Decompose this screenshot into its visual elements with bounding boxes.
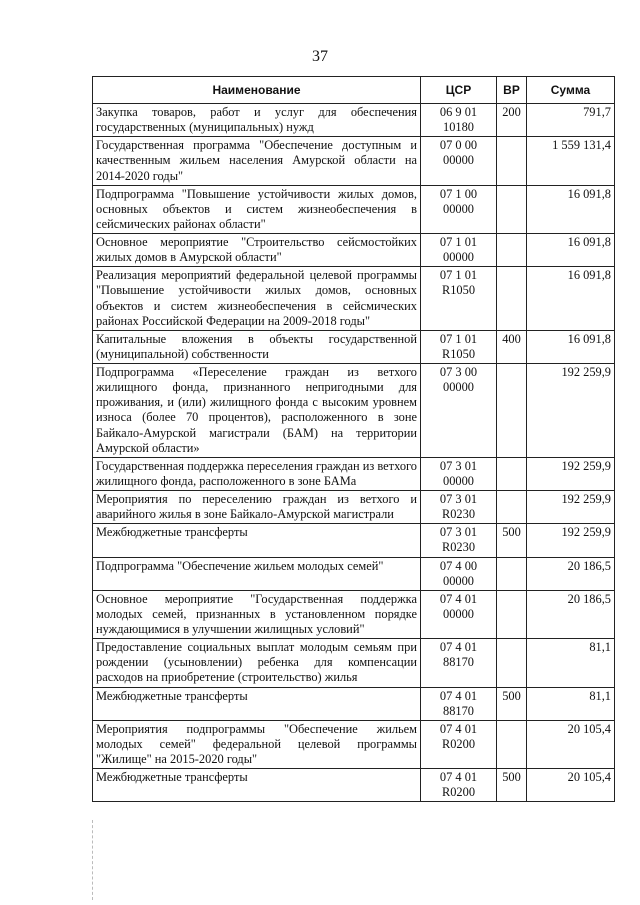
row-sum: 20 105,4 [527, 720, 615, 768]
row-sum: 1 559 131,4 [527, 137, 615, 185]
row-sum: 16 091,8 [527, 330, 615, 363]
row-sum: 192 259,9 [527, 364, 615, 458]
row-name: Мероприятия подпрограммы "Обеспечение жильем молодых семей" федеральной целевой программы "Жилище" на 2015-2020 годы" [93, 720, 421, 768]
margin-mark [92, 820, 94, 900]
row-csr-direction: 00000 [443, 473, 474, 488]
row-csr [421, 267, 497, 331]
row-name: Подпрограмма "Повышение устойчивости жилых домов, основных объектов и систем жизнеобеспечения в сейсмических районах области" [93, 185, 421, 233]
row-sum: 192 259,9 [527, 457, 615, 490]
row-vr [497, 491, 527, 524]
row-csr-program: 07 3 01 [439, 525, 478, 540]
row-csr [421, 720, 497, 768]
row-csr [421, 234, 497, 267]
row-csr-program: 07 4 01 [439, 721, 478, 736]
row-name: Мероприятия по переселению граждан из ветхого и аварийного жилья в зоне Байкало-Амурской магистрали [93, 491, 421, 524]
row-sum: 192 259,9 [527, 491, 615, 524]
row-csr-direction: 10180 [443, 120, 474, 135]
row-sum: 192 259,9 [527, 524, 615, 557]
row-vr [497, 590, 527, 638]
row-csr [421, 457, 497, 490]
row-sum: 20 105,4 [527, 769, 615, 802]
row-csr [421, 687, 497, 720]
row-csr [421, 491, 497, 524]
row-vr [497, 234, 527, 267]
row-csr-direction: 00000 [443, 380, 474, 395]
table-row [93, 185, 615, 233]
row-vr [497, 557, 527, 590]
row-csr [421, 137, 497, 185]
table-row [93, 687, 615, 720]
row-csr-program: 07 4 01 [439, 688, 478, 703]
row-name: Межбюджетные трансферты [93, 524, 421, 557]
row-name: Закупка товаров, работ и услуг для обеспечения государственных (муниципальных) нужд [93, 104, 421, 137]
row-sum: 16 091,8 [527, 185, 615, 233]
row-name: Государственная поддержка переселения граждан из ветхого жилищного фонда, расположенного в зоне БАМа [93, 457, 421, 490]
row-sum: 81,1 [527, 687, 615, 720]
row-name: Основное мероприятие "Строительство сейсмостойких жилых домов в Амурской области" [93, 234, 421, 267]
row-name: Подпрограмма "Обеспечение жильем молодых семей" [93, 557, 421, 590]
row-vr: 200 [497, 104, 527, 137]
row-csr-program: 07 3 01 [439, 458, 478, 473]
row-csr [421, 590, 497, 638]
table-row [93, 267, 615, 331]
row-name: Основное мероприятие "Государственная поддержка молодых семей, признанных в установленном порядке нуждающимися в улучшении жилищных условий" [93, 590, 421, 638]
row-csr-direction: R0200 [441, 785, 476, 800]
row-csr-program: 07 1 00 [439, 186, 478, 201]
table-row [93, 557, 615, 590]
row-vr: 500 [497, 769, 527, 802]
row-csr-program: 07 4 00 [439, 558, 478, 573]
table-row [93, 234, 615, 267]
row-csr [421, 185, 497, 233]
row-csr [421, 557, 497, 590]
row-sum: 791,7 [527, 104, 615, 137]
row-name: Межбюджетные трансферты [93, 769, 421, 802]
row-vr [497, 364, 527, 458]
row-sum: 16 091,8 [527, 267, 615, 331]
row-vr: 500 [497, 524, 527, 557]
row-csr-program: 07 4 01 [439, 640, 478, 655]
row-vr [497, 185, 527, 233]
row-csr [421, 769, 497, 802]
row-csr-direction: R0230 [441, 540, 476, 555]
row-csr-direction: R0230 [441, 507, 476, 522]
row-vr [497, 137, 527, 185]
row-vr [497, 720, 527, 768]
row-csr-program: 07 1 01 [439, 331, 478, 346]
row-name: Подпрограмма «Переселение граждан из ветхого жилищного фонда, признанного непригодными для проживания, и (или) жилищного фонда с высоким уровнем износа (более 70 процентов), расположенного в зоне Байкало-Амурской магистрали (БАМ) на территории Амурской области» [93, 364, 421, 458]
row-csr-program: 06 9 01 [439, 105, 478, 119]
row-csr-direction: 00000 [443, 573, 474, 588]
header-sum: Сумма [527, 77, 615, 104]
table-row [93, 720, 615, 768]
header-csr: ЦСР [421, 77, 497, 104]
row-sum: 16 091,8 [527, 234, 615, 267]
row-vr [497, 639, 527, 687]
table-row [93, 769, 615, 802]
row-name: Реализация мероприятий федеральной целевой программы "Повышение устойчивости жилых домов, основных объектов и систем жизнеобеспечения в сейсмических районах Российской Федерации на 2009-2018 годы" [93, 267, 421, 331]
row-csr-direction: R1050 [441, 283, 476, 298]
row-csr-direction: 00000 [443, 606, 474, 621]
row-sum: 81,1 [527, 639, 615, 687]
header-name: Наименование [93, 77, 421, 104]
row-csr [421, 104, 497, 137]
row-vr [497, 267, 527, 331]
row-csr-direction: 00000 [443, 250, 474, 265]
row-csr-program: 07 4 01 [439, 770, 478, 785]
row-sum: 20 186,5 [527, 557, 615, 590]
table-row [93, 457, 615, 490]
row-csr-program: 07 3 00 [439, 365, 478, 379]
table-row [93, 590, 615, 638]
row-vr [497, 457, 527, 490]
table-row [93, 364, 615, 458]
row-vr: 400 [497, 330, 527, 363]
table-row [93, 104, 615, 137]
header-vr: ВР [497, 77, 527, 104]
page-number: 37 [312, 48, 328, 65]
budget-table [92, 76, 615, 802]
row-csr-direction: R0200 [441, 736, 476, 751]
table-row [93, 639, 615, 687]
table-row [93, 491, 615, 524]
row-csr [421, 364, 497, 458]
row-csr [421, 524, 497, 557]
table-row [93, 524, 615, 557]
row-csr-program: 07 1 01 [439, 235, 478, 249]
row-sum: 20 186,5 [527, 590, 615, 638]
row-csr-direction: 88170 [443, 655, 474, 670]
row-csr-direction: 00000 [443, 153, 474, 168]
row-csr-direction: 00000 [443, 201, 474, 216]
row-csr-program: 07 3 01 [439, 492, 478, 506]
row-csr-direction: 88170 [443, 703, 474, 718]
row-csr-program: 07 4 01 [439, 591, 478, 606]
row-name: Капитальные вложения в объекты государственной (муниципальной) собственности [93, 330, 421, 363]
row-vr: 500 [497, 687, 527, 720]
row-csr [421, 330, 497, 363]
row-csr [421, 639, 497, 687]
row-csr-program: 07 1 01 [439, 268, 478, 283]
table-header-row [93, 77, 615, 104]
row-csr-program: 07 0 00 [439, 138, 478, 153]
row-name: Государственная программа "Обеспечение доступным и качественным жильем населения Амурской области на 2014-2020 годы" [93, 137, 421, 185]
table-row [93, 137, 615, 185]
row-name: Межбюджетные трансферты [93, 687, 421, 720]
table-row [93, 330, 615, 363]
row-name: Предоставление социальных выплат молодым семьям при рождении (усыновлении) ребенка для компенсации расходов на приобретение (строительство) жилья [93, 639, 421, 687]
row-csr-direction: R1050 [441, 346, 476, 361]
